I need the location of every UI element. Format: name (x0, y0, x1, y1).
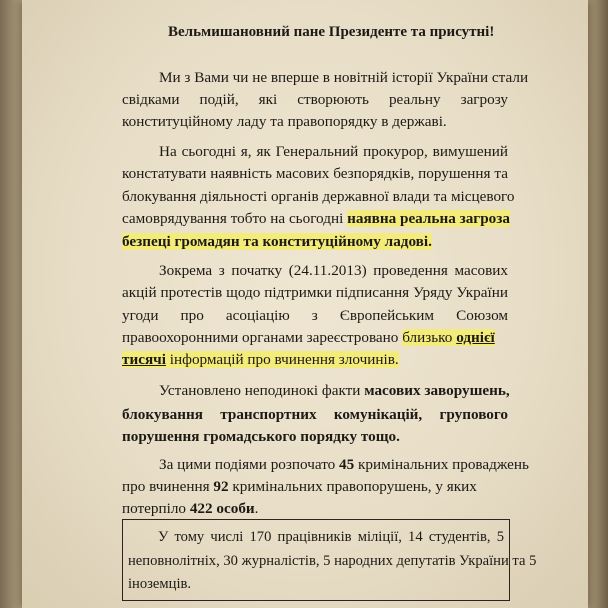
p2-line-4-plain: самоврядування тобто на сьогодні (122, 210, 348, 227)
p5-line-2-num: 92 (213, 478, 229, 495)
p3-line-4 (122, 327, 495, 349)
p4-line-1-plain: Установлено неподинокі факти (159, 382, 365, 399)
p2-line-4-highlight: наявна реальна загроза (347, 210, 510, 227)
p4-line-1 (159, 380, 508, 402)
p4-line-2: блокування транспортних комунікацій, групового (122, 406, 508, 423)
p2-line-4 (122, 208, 510, 230)
box-line-1: У тому числі 170 працівників міліції, 14 студентів, 5 (158, 529, 504, 545)
p3-line-5 (122, 349, 399, 371)
box-line-3: іноземців. (128, 576, 192, 592)
box-line-2: неповнолітніх, 30 журналістів, 5 народних депутатів України та 5 (128, 553, 537, 569)
p1-line-3: конституційному ладу та правопорядку в державі. (122, 113, 447, 130)
p2-line-2: констатувати наявність масових безпорядків, порушення та (122, 165, 508, 182)
p5-line-3 (122, 498, 258, 520)
p4-line-3: порушення громадського порядку тощо. (122, 428, 400, 445)
p5-line-3-num: 422 особи (189, 500, 255, 517)
p3-line-5-highlight-bold: тисячі (122, 351, 166, 368)
p3-line-4-highlight-bold: однієї (456, 329, 495, 346)
p5-line-1 (159, 454, 529, 476)
p3-line-4-plain: правоохоронними органами зареєстровано (122, 329, 403, 346)
p3-line-3: угоди про асоціацію з Європейським Союзом (122, 307, 508, 324)
document-heading: Вельмишановний пане Президенте та присутні! (168, 24, 495, 40)
p2-line-1: На сьогодні я, як Генеральний прокурор, вимушений (159, 143, 508, 160)
p5-line-1-a: За цими подіями розпочато (159, 456, 340, 473)
p5-line-1-c: кримінальних проваджень (354, 456, 529, 473)
p5-line-1-num: 45 (339, 456, 355, 473)
p1-line-2: свідками подій, які створюють реальну загрозу (122, 91, 508, 108)
p3-line-1: Зокрема з початку (24.11.2013) проведення масових (159, 262, 508, 279)
p3-line-4-highlight: близько (402, 329, 457, 346)
p5-line-3-c: . (254, 500, 259, 517)
p2-line-3: блокування діяльності органів державної влади та місцевого (122, 188, 515, 205)
p3-line-2: акцій протестів щодо підтримки підписання Уряду України (122, 284, 508, 301)
p5-line-2 (122, 476, 477, 498)
p5-line-2-a: про вчинення (122, 478, 214, 495)
p3-line-5-highlight: інформацій про вчинення злочинів. (165, 351, 399, 368)
p5-line-3-a: потерпіло (122, 500, 190, 517)
p2-line-5 (122, 231, 432, 253)
p4-line-1-bold: масових заворушень, (364, 382, 510, 399)
p5-line-2-c: кримінальних правопорушень, у яких (228, 478, 477, 495)
p1-line-1: Ми з Вами чи не вперше в новітній історії України стали (159, 69, 529, 86)
p2-line-5-highlight: безпеці громадян та конституційному ладові. (122, 233, 432, 250)
